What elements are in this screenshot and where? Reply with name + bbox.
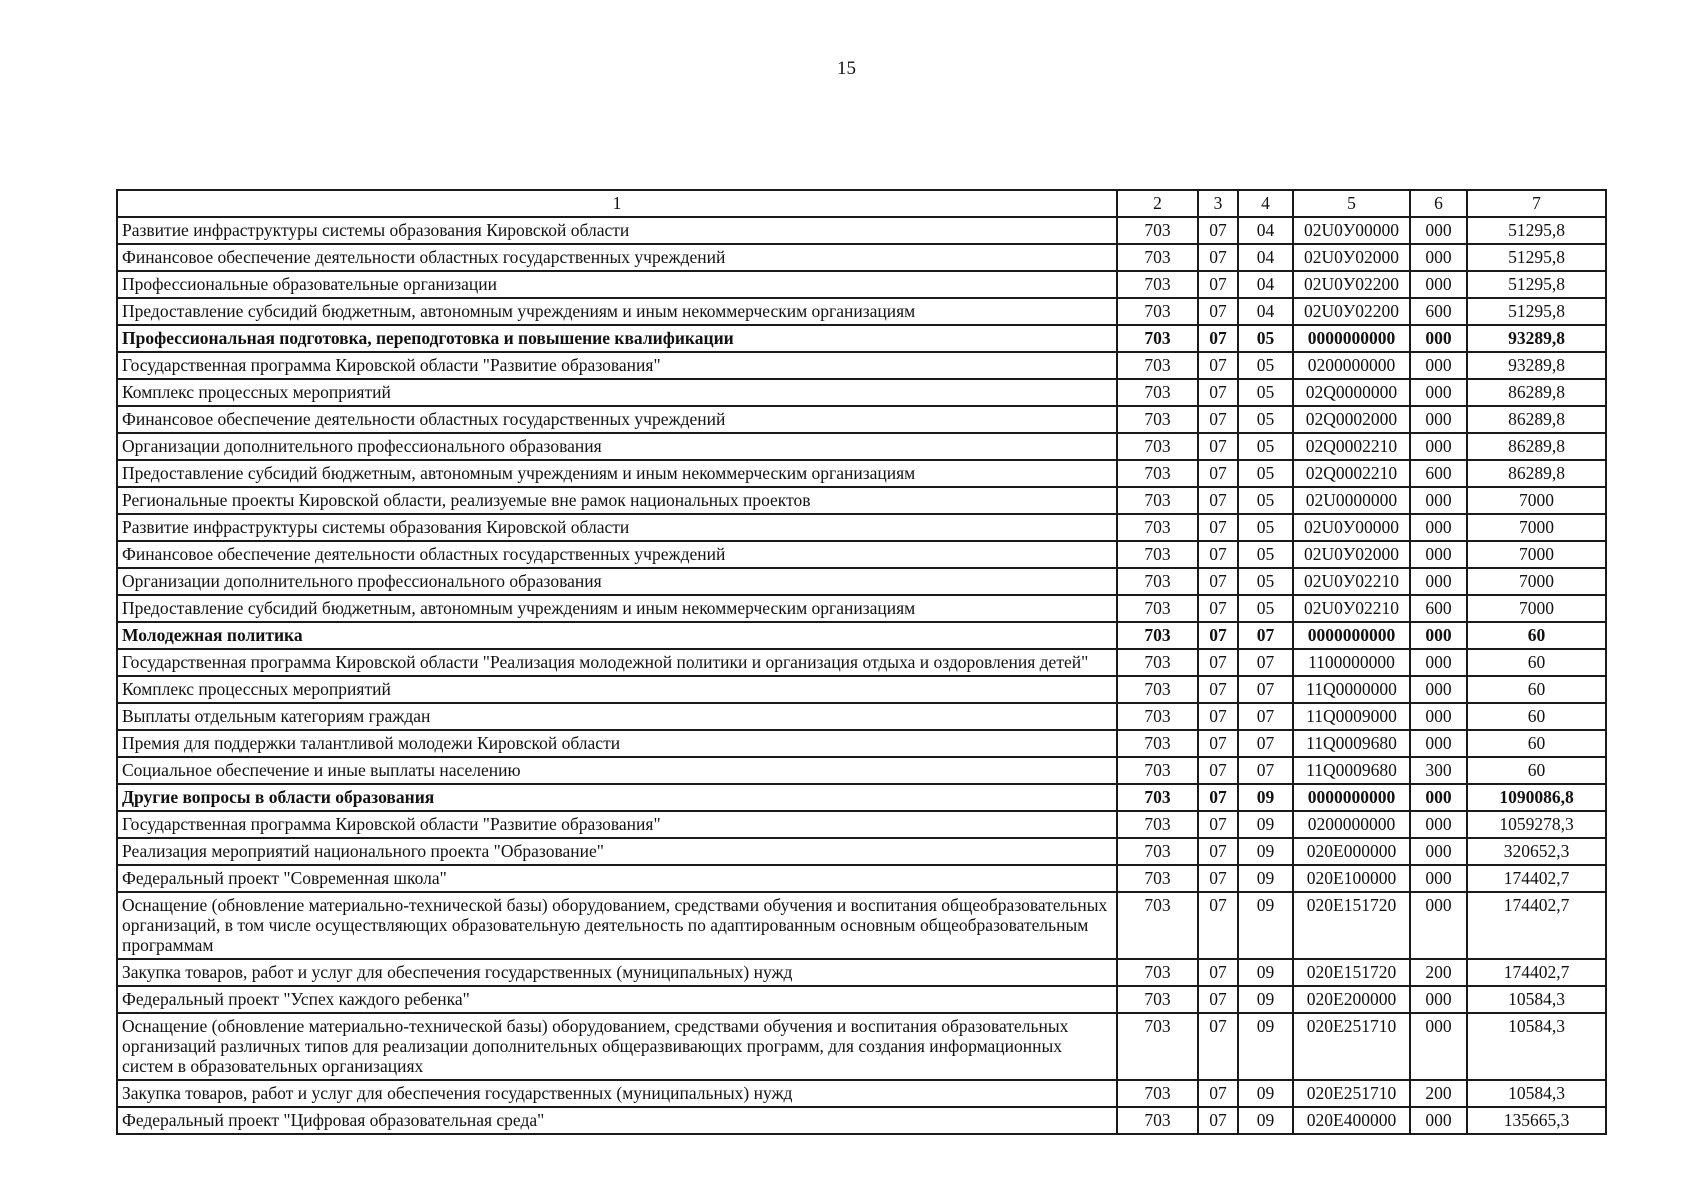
row-subsection: 09 — [1238, 1013, 1293, 1080]
row-subsection: 05 — [1238, 460, 1293, 487]
row-subsection: 09 — [1238, 986, 1293, 1013]
row-name: Региональные проекты Кировской области, реализуемые вне рамок национальных проектов — [117, 487, 1117, 514]
row-subsection: 05 — [1238, 568, 1293, 595]
row-amount: 7000 — [1467, 541, 1606, 568]
row-subsection: 05 — [1238, 379, 1293, 406]
row-expense-type: 300 — [1410, 757, 1467, 784]
row-expense-type: 000 — [1410, 865, 1467, 892]
row-amount: 93289,8 — [1467, 325, 1606, 352]
row-code: 703 — [1117, 1107, 1198, 1134]
row-amount: 60 — [1467, 622, 1606, 649]
row-target-code: 11Q0009680 — [1293, 757, 1410, 784]
row-expense-type: 000 — [1410, 433, 1467, 460]
row-section: 07 — [1198, 1080, 1238, 1107]
row-subsection: 07 — [1238, 703, 1293, 730]
row-amount: 174402,7 — [1467, 865, 1606, 892]
row-expense-type: 000 — [1410, 649, 1467, 676]
table-row — [117, 514, 1606, 541]
row-section: 07 — [1198, 730, 1238, 757]
row-amount: 1059278,3 — [1467, 811, 1606, 838]
row-target-code: 11Q0000000 — [1293, 676, 1410, 703]
row-code: 703 — [1117, 217, 1198, 244]
row-expense-type: 000 — [1410, 352, 1467, 379]
row-target-code: 0200000000 — [1293, 352, 1410, 379]
row-section: 07 — [1198, 865, 1238, 892]
row-expense-type: 000 — [1410, 622, 1467, 649]
row-code: 703 — [1117, 568, 1198, 595]
row-code: 703 — [1117, 433, 1198, 460]
row-section: 07 — [1198, 811, 1238, 838]
row-subsection: 09 — [1238, 1107, 1293, 1134]
row-section: 07 — [1198, 892, 1238, 959]
row-expense-type: 200 — [1410, 959, 1467, 986]
table-row — [117, 379, 1606, 406]
row-code: 703 — [1117, 811, 1198, 838]
row-target-code: 02U0У02000 — [1293, 244, 1410, 271]
header-col-3: 3 — [1198, 190, 1238, 217]
row-amount: 86289,8 — [1467, 406, 1606, 433]
row-subsection: 09 — [1238, 892, 1293, 959]
row-expense-type: 000 — [1410, 784, 1467, 811]
table-row — [117, 676, 1606, 703]
table-row — [117, 325, 1606, 352]
row-section: 07 — [1198, 757, 1238, 784]
row-expense-type: 000 — [1410, 568, 1467, 595]
table-row — [117, 487, 1606, 514]
row-subsection: 05 — [1238, 595, 1293, 622]
row-amount: 93289,8 — [1467, 352, 1606, 379]
row-code: 703 — [1117, 460, 1198, 487]
row-amount: 10584,3 — [1467, 1080, 1606, 1107]
row-amount: 174402,7 — [1467, 892, 1606, 959]
row-name: Финансовое обеспечение деятельности областных государственных учреждений — [117, 244, 1117, 271]
row-section: 07 — [1198, 433, 1238, 460]
row-section: 07 — [1198, 784, 1238, 811]
table-row — [117, 959, 1606, 986]
row-target-code: 020E200000 — [1293, 986, 1410, 1013]
row-amount: 60 — [1467, 703, 1606, 730]
row-subsection: 04 — [1238, 298, 1293, 325]
row-section: 07 — [1198, 514, 1238, 541]
row-name: Развитие инфраструктуры системы образования Кировской области — [117, 217, 1117, 244]
row-amount: 60 — [1467, 676, 1606, 703]
row-subsection: 09 — [1238, 959, 1293, 986]
row-expense-type: 600 — [1410, 298, 1467, 325]
row-section: 07 — [1198, 622, 1238, 649]
row-section: 07 — [1198, 959, 1238, 986]
row-amount: 51295,8 — [1467, 217, 1606, 244]
row-section: 07 — [1198, 379, 1238, 406]
row-code: 703 — [1117, 649, 1198, 676]
row-target-code: 11Q0009680 — [1293, 730, 1410, 757]
row-name: Выплаты отдельным категориям граждан — [117, 703, 1117, 730]
table-row — [117, 892, 1606, 959]
row-expense-type: 000 — [1410, 541, 1467, 568]
row-name: Государственная программа Кировской области "Развитие образования" — [117, 352, 1117, 379]
row-code: 703 — [1117, 865, 1198, 892]
row-name: Организации дополнительного профессионального образования — [117, 433, 1117, 460]
page-number: 15 — [837, 58, 856, 79]
table-row — [117, 622, 1606, 649]
row-code: 703 — [1117, 514, 1198, 541]
row-section: 07 — [1198, 271, 1238, 298]
row-code: 703 — [1117, 757, 1198, 784]
row-name: Профессиональная подготовка, переподготовка и повышение квалификации — [117, 325, 1117, 352]
row-code: 703 — [1117, 784, 1198, 811]
row-subsection: 04 — [1238, 217, 1293, 244]
row-subsection: 05 — [1238, 487, 1293, 514]
row-expense-type: 000 — [1410, 244, 1467, 271]
header-row — [117, 190, 1606, 217]
table-row — [117, 541, 1606, 568]
row-expense-type: 000 — [1410, 986, 1467, 1013]
row-subsection: 07 — [1238, 730, 1293, 757]
row-name: Организации дополнительного профессионального образования — [117, 568, 1117, 595]
row-section: 07 — [1198, 325, 1238, 352]
row-code: 703 — [1117, 271, 1198, 298]
row-subsection: 09 — [1238, 838, 1293, 865]
row-target-code: 02U0У02200 — [1293, 298, 1410, 325]
row-expense-type: 000 — [1410, 271, 1467, 298]
row-amount: 7000 — [1467, 568, 1606, 595]
row-code: 703 — [1117, 892, 1198, 959]
row-name: Социальное обеспечение и иные выплаты населению — [117, 757, 1117, 784]
row-subsection: 05 — [1238, 514, 1293, 541]
row-code: 703 — [1117, 352, 1198, 379]
row-code: 703 — [1117, 595, 1198, 622]
row-section: 07 — [1198, 352, 1238, 379]
row-expense-type: 000 — [1410, 838, 1467, 865]
header-col-4: 4 — [1238, 190, 1293, 217]
row-target-code: 020E400000 — [1293, 1107, 1410, 1134]
row-amount: 60 — [1467, 757, 1606, 784]
row-amount: 60 — [1467, 649, 1606, 676]
row-target-code: 02U0У02000 — [1293, 541, 1410, 568]
row-expense-type: 000 — [1410, 379, 1467, 406]
row-code: 703 — [1117, 325, 1198, 352]
header-col-1: 1 — [117, 190, 1117, 217]
row-section: 07 — [1198, 838, 1238, 865]
row-section: 07 — [1198, 568, 1238, 595]
row-code: 703 — [1117, 379, 1198, 406]
row-expense-type: 000 — [1410, 325, 1467, 352]
header-col-5: 5 — [1293, 190, 1410, 217]
row-code: 703 — [1117, 1013, 1198, 1080]
table-row — [117, 757, 1606, 784]
row-target-code: 02U0У02210 — [1293, 568, 1410, 595]
row-name: Предоставление субсидий бюджетным, автономным учреждениям и иным некоммерческим организациям — [117, 595, 1117, 622]
row-name: Оснащение (обновление материально-технической базы) оборудованием, средствами обучения и воспитания образовательных организаций различных типов для реализации дополнительных общеразвивающих программ, для создания информационных систем в образовательных организациях — [117, 1013, 1117, 1080]
row-name: Другие вопросы в области образования — [117, 784, 1117, 811]
row-amount: 60 — [1467, 730, 1606, 757]
row-section: 07 — [1198, 244, 1238, 271]
row-subsection: 05 — [1238, 325, 1293, 352]
row-code: 703 — [1117, 541, 1198, 568]
row-target-code: 020E251710 — [1293, 1013, 1410, 1080]
row-target-code: 0200000000 — [1293, 811, 1410, 838]
row-target-code: 02Q0002210 — [1293, 433, 1410, 460]
header-col-2: 2 — [1117, 190, 1198, 217]
table-row — [117, 811, 1606, 838]
table-row — [117, 298, 1606, 325]
row-section: 07 — [1198, 1107, 1238, 1134]
row-expense-type: 000 — [1410, 217, 1467, 244]
row-section: 07 — [1198, 676, 1238, 703]
row-target-code: 02U0У02200 — [1293, 271, 1410, 298]
row-code: 703 — [1117, 1080, 1198, 1107]
row-name: Закупка товаров, работ и услуг для обеспечения государственных (муниципальных) нужд — [117, 959, 1117, 986]
row-section: 07 — [1198, 487, 1238, 514]
table-row — [117, 649, 1606, 676]
table-row — [117, 730, 1606, 757]
row-name: Финансовое обеспечение деятельности областных государственных учреждений — [117, 406, 1117, 433]
row-subsection: 05 — [1238, 406, 1293, 433]
header-col-6: 6 — [1410, 190, 1467, 217]
row-name: Развитие инфраструктуры системы образования Кировской области — [117, 514, 1117, 541]
row-subsection: 09 — [1238, 811, 1293, 838]
row-target-code: 0000000000 — [1293, 784, 1410, 811]
row-code: 703 — [1117, 676, 1198, 703]
row-code: 703 — [1117, 730, 1198, 757]
table-row — [117, 352, 1606, 379]
row-subsection: 05 — [1238, 433, 1293, 460]
row-expense-type: 000 — [1410, 1013, 1467, 1080]
row-target-code: 02U0У02210 — [1293, 595, 1410, 622]
table-row — [117, 865, 1606, 892]
row-amount: 86289,8 — [1467, 379, 1606, 406]
table-row — [117, 244, 1606, 271]
row-code: 703 — [1117, 959, 1198, 986]
row-subsection: 07 — [1238, 757, 1293, 784]
row-target-code: 0000000000 — [1293, 325, 1410, 352]
row-name: Федеральный проект "Современная школа" — [117, 865, 1117, 892]
row-expense-type: 000 — [1410, 892, 1467, 959]
row-section: 07 — [1198, 298, 1238, 325]
row-section: 07 — [1198, 541, 1238, 568]
row-target-code: 11Q0009000 — [1293, 703, 1410, 730]
table-row — [117, 1080, 1606, 1107]
row-expense-type: 000 — [1410, 676, 1467, 703]
header-col-7: 7 — [1467, 190, 1606, 217]
row-amount: 10584,3 — [1467, 986, 1606, 1013]
row-code: 703 — [1117, 298, 1198, 325]
row-code: 703 — [1117, 406, 1198, 433]
row-name: Профессиональные образовательные организации — [117, 271, 1117, 298]
row-target-code: 02Q0002210 — [1293, 460, 1410, 487]
row-expense-type: 000 — [1410, 703, 1467, 730]
table-row — [117, 595, 1606, 622]
row-amount: 51295,8 — [1467, 244, 1606, 271]
row-target-code: 02U0000000 — [1293, 487, 1410, 514]
row-name: Закупка товаров, работ и услуг для обеспечения государственных (муниципальных) нужд — [117, 1080, 1117, 1107]
row-expense-type: 000 — [1410, 514, 1467, 541]
table-row — [117, 838, 1606, 865]
row-code: 703 — [1117, 986, 1198, 1013]
row-amount: 320652,3 — [1467, 838, 1606, 865]
row-section: 07 — [1198, 406, 1238, 433]
row-target-code: 020E000000 — [1293, 838, 1410, 865]
row-amount: 174402,7 — [1467, 959, 1606, 986]
row-expense-type: 000 — [1410, 811, 1467, 838]
row-target-code: 020E151720 — [1293, 959, 1410, 986]
row-section: 07 — [1198, 649, 1238, 676]
row-name: Федеральный проект "Успех каждого ребенка" — [117, 986, 1117, 1013]
row-amount: 51295,8 — [1467, 271, 1606, 298]
row-target-code: 02Q0002000 — [1293, 406, 1410, 433]
row-subsection: 07 — [1238, 622, 1293, 649]
row-section: 07 — [1198, 460, 1238, 487]
row-name: Комплекс процессных мероприятий — [117, 379, 1117, 406]
row-subsection: 05 — [1238, 352, 1293, 379]
table-row — [117, 568, 1606, 595]
row-subsection: 09 — [1238, 865, 1293, 892]
row-amount: 86289,8 — [1467, 460, 1606, 487]
row-target-code: 02Q0000000 — [1293, 379, 1410, 406]
row-expense-type: 000 — [1410, 487, 1467, 514]
row-subsection: 04 — [1238, 244, 1293, 271]
budget-table — [116, 189, 1607, 1135]
row-name: Федеральный проект "Цифровая образовательная среда" — [117, 1107, 1117, 1134]
row-code: 703 — [1117, 487, 1198, 514]
row-section: 07 — [1198, 1013, 1238, 1080]
table-row — [117, 460, 1606, 487]
table-body — [117, 217, 1606, 1134]
row-section: 07 — [1198, 703, 1238, 730]
table-row — [117, 433, 1606, 460]
row-expense-type: 000 — [1410, 406, 1467, 433]
row-expense-type: 000 — [1410, 1107, 1467, 1134]
row-expense-type: 600 — [1410, 595, 1467, 622]
row-name: Предоставление субсидий бюджетным, автономным учреждениям и иным некоммерческим организациям — [117, 298, 1117, 325]
row-code: 703 — [1117, 838, 1198, 865]
row-target-code: 02U0У00000 — [1293, 217, 1410, 244]
table-row — [117, 217, 1606, 244]
row-target-code: 1100000000 — [1293, 649, 1410, 676]
row-name: Государственная программа Кировской области "Реализация молодежной политики и организация отдыха и оздоровления детей" — [117, 649, 1117, 676]
table-row — [117, 1107, 1606, 1134]
row-subsection: 04 — [1238, 271, 1293, 298]
row-section: 07 — [1198, 986, 1238, 1013]
row-amount: 1090086,8 — [1467, 784, 1606, 811]
row-name: Оснащение (обновление материально-технической базы) оборудованием, средствами обучения и воспитания общеобразовательных организаций, в том числе осуществляющих образовательную деятельность по адаптированным основным общеобразовательным программам — [117, 892, 1117, 959]
row-amount: 10584,3 — [1467, 1013, 1606, 1080]
row-name: Реализация мероприятий национального проекта "Образование" — [117, 838, 1117, 865]
row-amount: 86289,8 — [1467, 433, 1606, 460]
row-target-code: 02U0У00000 — [1293, 514, 1410, 541]
row-expense-type: 000 — [1410, 730, 1467, 757]
table-row — [117, 1013, 1606, 1080]
row-name: Премия для поддержки талантливой молодежи Кировской области — [117, 730, 1117, 757]
row-name: Предоставление субсидий бюджетным, автономным учреждениям и иным некоммерческим организациям — [117, 460, 1117, 487]
row-amount: 7000 — [1467, 487, 1606, 514]
row-name: Молодежная политика — [117, 622, 1117, 649]
row-section: 07 — [1198, 217, 1238, 244]
table-row — [117, 271, 1606, 298]
row-section: 07 — [1198, 595, 1238, 622]
row-subsection: 05 — [1238, 541, 1293, 568]
table-row — [117, 406, 1606, 433]
row-subsection: 09 — [1238, 784, 1293, 811]
row-name: Комплекс процессных мероприятий — [117, 676, 1117, 703]
table-row — [117, 986, 1606, 1013]
row-name: Государственная программа Кировской области "Развитие образования" — [117, 811, 1117, 838]
row-code: 703 — [1117, 622, 1198, 649]
table-row — [117, 784, 1606, 811]
row-target-code: 020E251710 — [1293, 1080, 1410, 1107]
row-amount: 7000 — [1467, 514, 1606, 541]
row-subsection: 07 — [1238, 676, 1293, 703]
row-expense-type: 200 — [1410, 1080, 1467, 1107]
row-subsection: 09 — [1238, 1080, 1293, 1107]
row-target-code: 0000000000 — [1293, 622, 1410, 649]
row-expense-type: 600 — [1410, 460, 1467, 487]
row-amount: 135665,3 — [1467, 1107, 1606, 1134]
row-amount: 7000 — [1467, 595, 1606, 622]
row-code: 703 — [1117, 703, 1198, 730]
row-name: Финансовое обеспечение деятельности областных государственных учреждений — [117, 541, 1117, 568]
row-subsection: 07 — [1238, 649, 1293, 676]
row-code: 703 — [1117, 244, 1198, 271]
table-row — [117, 703, 1606, 730]
row-target-code: 020E151720 — [1293, 892, 1410, 959]
row-target-code: 020E100000 — [1293, 865, 1410, 892]
row-amount: 51295,8 — [1467, 298, 1606, 325]
